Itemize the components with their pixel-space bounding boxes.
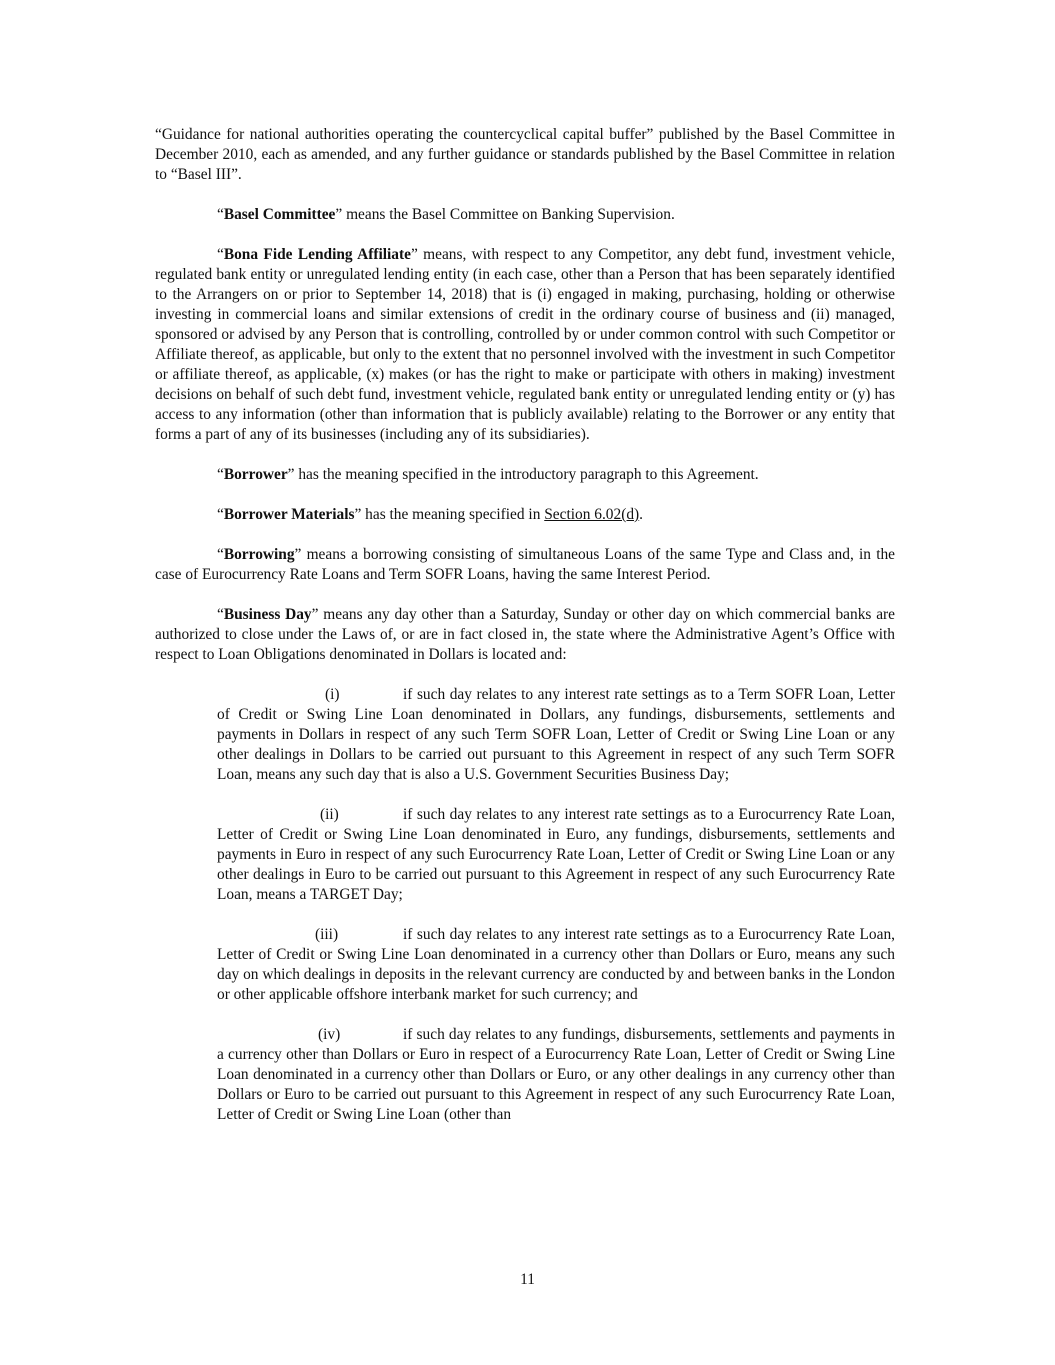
clause-text: if such day relates to any fundings, disbursements, settlements and payments in a currency other than Dollars or Euro in respect of a Eurocurrency Rate Loan, Letter of Credit or Swing Line Loan denominated in a currency other than Dollars or Euro, or any other dealings in any currency other than Dollars or Euro to be carried out pursuant to this Agreement in respect of any such Eurocurrency Rate Loan, Letter of Credit or Swing Line Loan (other than (217, 1026, 895, 1123)
clause-number (217, 685, 403, 705)
clause-label: (iv) (318, 1026, 341, 1043)
definition-text: ” means, with respect to any Competitor, any debt fund, investment vehicle, regulated bank entity or unregulated lending entity (in each case, other than a Person that has been separately identified to the Arrangers on or prior to September 14, 2018) that is (i) engaged in making, purchasing, holding or otherwise investing in commercial loans and similar extensions of credit in the ordinary course of business and (ii) managed, sponsored or advised by any Person that is controlling, controlled by or under common control with such Competitor or Affiliate thereof, as applicable, but only to the extent that no personnel involved with the investment in such Competitor or affiliate thereof, as applicable, (x) makes (or has the right to make or participate with others in making) investment decisions on behalf of such debt fund, investment vehicle, regulated bank entity or unregulated lending entity or (y) has access to any information (other than information that is publicly available) relating to the Borrower or any entity that forms a part of any of its businesses (including any of its subsidiaries). (155, 246, 896, 443)
clause-i (217, 685, 895, 785)
open-quote: “ (217, 506, 224, 523)
definition-basel-committee (155, 205, 895, 225)
open-quote: “ (217, 246, 224, 263)
clause-ii (217, 805, 895, 905)
clause-label: (i) (325, 686, 340, 703)
clause-label: (iii) (315, 926, 339, 943)
open-quote: “ (217, 606, 224, 623)
clause-number (217, 1025, 403, 1045)
open-quote: “ (217, 206, 224, 223)
section-reference: Section 6.02(d) (544, 506, 640, 523)
definition-text: ” has the meaning specified in the introductory paragraph to this Agreement. (287, 466, 759, 483)
defined-term: Bona Fide Lending Affiliate (223, 246, 411, 263)
definition-business-day (155, 605, 895, 665)
clause-text: if such day relates to any interest rate settings as to a Eurocurrency Rate Loan, Letter of Credit or Swing Line Loan denominated in Euro, any fundings, disbursements, settlements and payments in Euro in respect of any such Eurocurrency Rate Loan, Letter of Credit or Swing Line Loan or any other dealings in Euro to be carried out pursuant to this Agreement in respect of any such Eurocurrency Rate Loan, means a TARGET Day; (217, 806, 895, 903)
definition-text: ” means the Basel Committee on Banking Supervision. (335, 206, 675, 223)
defined-term: Basel Committee (223, 206, 336, 223)
definition-borrower (155, 465, 895, 485)
definition-text: ” means any day other than a Saturday, Sunday or other day on which commercial banks are authorized to close under the Laws of, or are in fact closed in, the state where the Administrative Agent’s Office with respect to Loan Obligations denominated in Dollars is located and: (155, 606, 895, 663)
defined-term: Business Day (223, 606, 312, 623)
open-quote: “ (217, 466, 224, 483)
definition-bona-fide-lending-affiliate (155, 245, 895, 445)
clause-label: (ii) (320, 806, 339, 823)
clause-iii (217, 925, 895, 1005)
definition-text: ” means a borrowing consisting of simultaneous Loans of the same Type and Class and, in the case of Eurocurrency Rate Loans and Term SOFR Loans, having the same Interest Period. (155, 546, 895, 583)
document-body (155, 125, 895, 1145)
definition-borrower-materials (155, 505, 895, 525)
defined-term: Borrower Materials (223, 506, 355, 523)
paragraph-basel-iii-continuation: “Guidance for national authorities operating the countercyclical capital buffer” published by the Basel Committee in December 2010, each as amended, and any further guidance or standards published by the Basel Committee in relation to “Basel III”. (155, 126, 895, 183)
clause-text: if such day relates to any interest rate settings as to a Term SOFR Loan, Letter of Credit or Swing Line Loan denominated in Dollars, any fundings, disbursements, settlements and payments in Dollars in respect of any such Term SOFR Loan, Letter of Credit or Swing Line Loan or any other dealings in Dollars to be carried out pursuant to this Agreement in respect of any such Term SOFR Loan, means any such day that is also a U.S. Government Securities Business Day; (217, 686, 895, 783)
open-quote: “ (217, 546, 224, 563)
clause-iv (217, 1025, 895, 1125)
definition-text-end: . (639, 506, 644, 523)
definition-borrowing (155, 545, 895, 585)
defined-term: Borrower (223, 466, 288, 483)
clause-number (217, 925, 403, 945)
clause-text: if such day relates to any interest rate settings as to a Eurocurrency Rate Loan, Letter of Credit or Swing Line Loan denominated in a currency other than Dollars or Euro, means any such day on which dealings in deposits in the relevant currency are conducted by and between banks in the London or other applicable offshore interbank market for such currency; and (217, 926, 895, 1003)
page-number: 11 (520, 1271, 535, 1288)
clause-number (217, 805, 403, 825)
definition-text: ” has the meaning specified in (354, 506, 545, 523)
defined-term: Borrowing (223, 546, 295, 563)
